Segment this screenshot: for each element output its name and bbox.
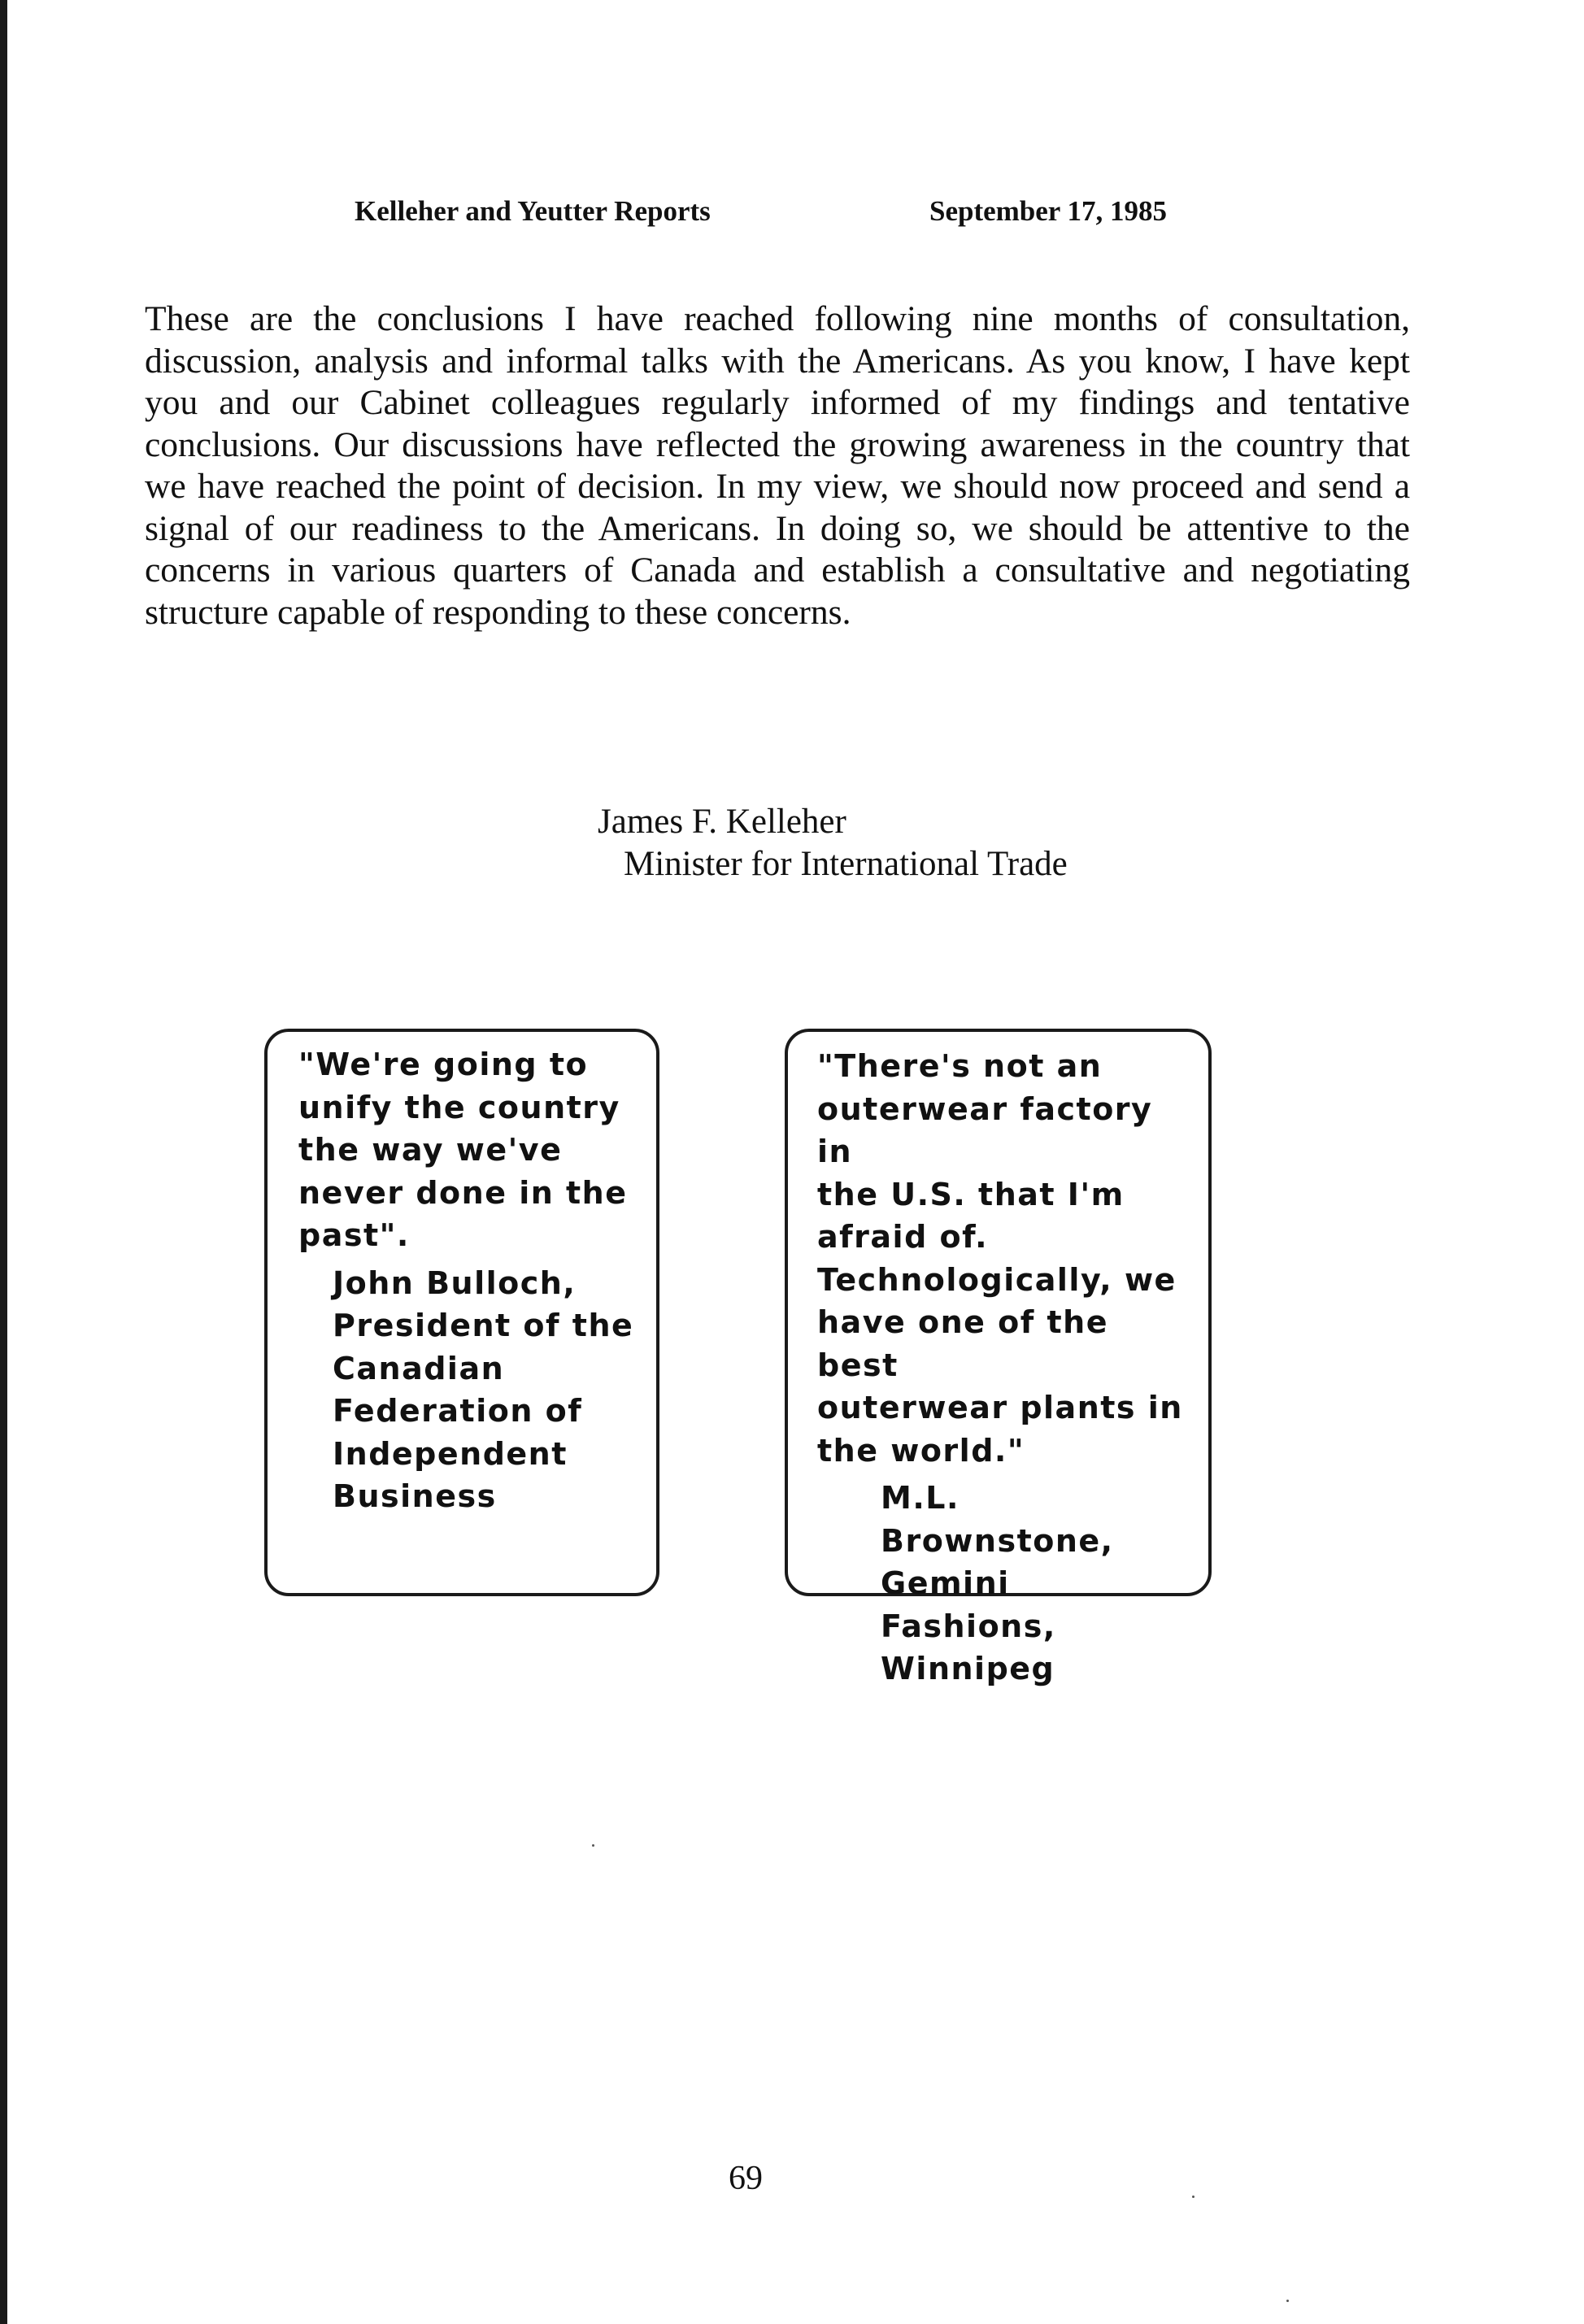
scan-speck <box>592 1844 594 1847</box>
signature-title: Minister for International Trade <box>624 845 1068 883</box>
page-number: 69 <box>729 2160 763 2197</box>
quote-attribution: M.L. Brownstone, Gemini Fashions, Winnipeg <box>881 1480 1114 1686</box>
scan-speck <box>1286 2300 1289 2302</box>
signature-name: James F. Kelleher <box>598 803 846 841</box>
page-edge-rule <box>0 0 7 2324</box>
quote-box-brownstone <box>785 1029 1212 1686</box>
running-header <box>0 195 1584 236</box>
quote-attribution: John Bulloch, President of the Canadian Federation of Independent Business <box>333 1264 634 1514</box>
body-paragraph: These are the conclusions I have reached following nine months of consultation, discussion, analysis and informal talks with the Americans. As you know, I have kept you and our Cabinet colleagues regularly informed of my findings and tentative conclusions. Our discussions have reflected the growing awareness in the country that we have reached the point of decision. In my view, we should now proceed and send a signal of our readiness to the Americans. In doing so, we should be attentive to the concerns in various quarters of Canada and establish a consultative and negotiating structure capable of responding to these concerns. <box>145 299 1410 632</box>
header-title: Kelleher and Yeutter Reports <box>355 195 711 227</box>
scan-speck <box>1192 2196 1195 2198</box>
signature-block <box>598 801 1068 886</box>
quote-text: "We're going to unify the country the way we've never done in the past". <box>298 1047 628 1253</box>
quote-text: "There's not an outerwear factory in the U.S. that I'm afraid of. Technologically, we have one of the best outerwear plants in the world." <box>817 1048 1183 1469</box>
quote-box-bulloch <box>264 1029 659 1596</box>
header-date: September 17, 1985 <box>929 195 1167 227</box>
